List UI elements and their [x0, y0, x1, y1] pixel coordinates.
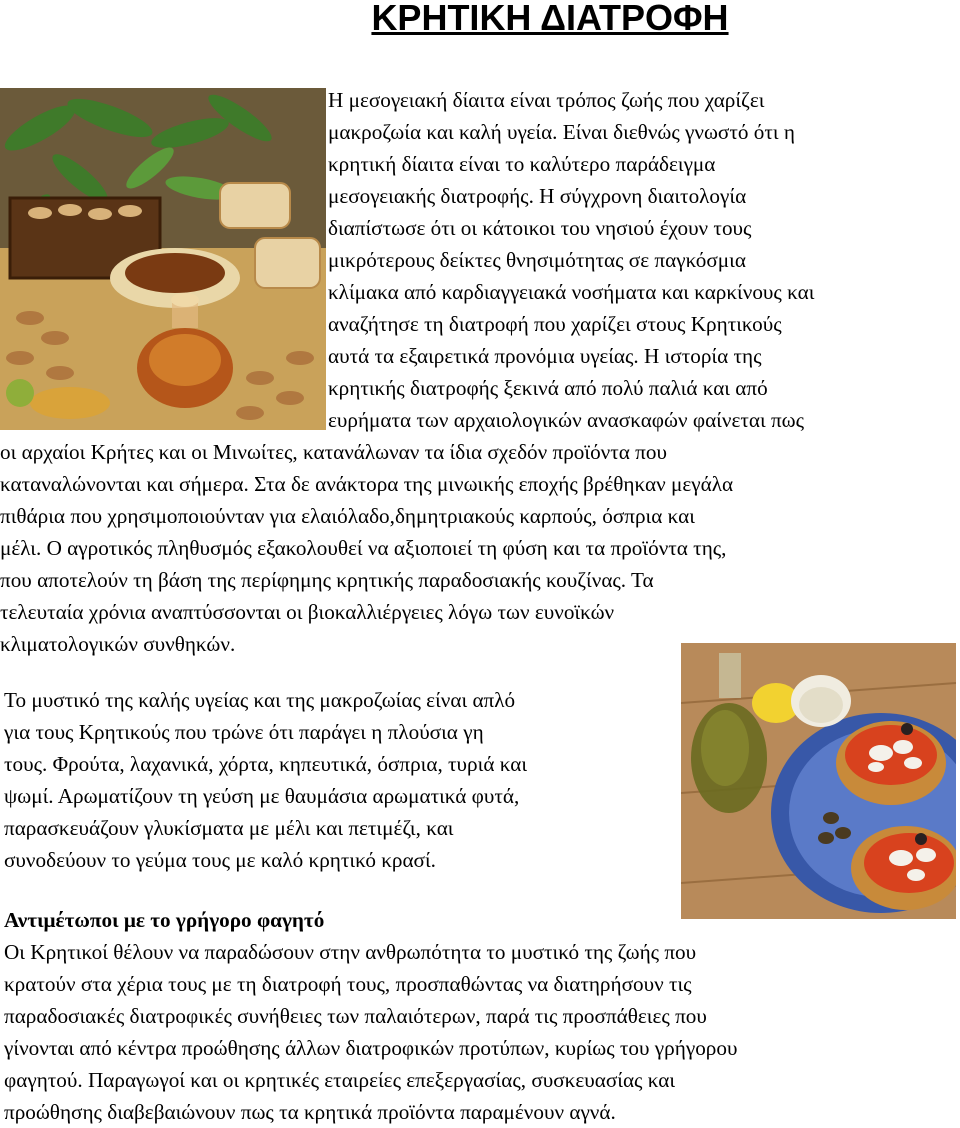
text-line: τελευταία χρόνια αναπτύσσονται οι βιοκαλλιέργειες λόγω των ευνοϊκών	[0, 600, 615, 624]
text-line: διαπίστωσε ότι οι κάτοικοι του νησιού έχουν τους	[328, 216, 752, 240]
text-line: για τους Κρητικούς που τρώνε ότι παράγει η πλούσια γη	[4, 720, 484, 744]
text-line: γίνονται από κέντρα προώθησης άλλων διατροφικών προτύπων, κυρίως του γρήγορου	[4, 1036, 738, 1060]
text-line: Οι Κρητικοί θέλουν να παραδώσουν στην ανθρωπότητα το μυστικό της ζωής που	[4, 940, 697, 964]
text-line: που αποτελούν τη βάση της περίφημης κρητικής παραδοσιακής κουζίνας. Τα	[0, 568, 654, 592]
text-line: παραδοσιακές διατροφικές συνήθειες των παλαιότερων, παρά τις προσπάθειες που	[4, 1004, 707, 1028]
text-line: συνοδεύουν το γεύμα τους με καλό κρητικό κρασί.	[4, 848, 436, 872]
text-line: ευρήματα των αρχαιολογικών ανασκαφών φαίνεται πως	[328, 408, 804, 432]
secret-paragraph	[4, 684, 684, 876]
dakos-oliveoil-photo	[681, 643, 956, 919]
text-line: αναζήτησε τη διατροφή που χαρίζει στους Κρητικούς	[328, 312, 782, 336]
text-line: μεσογειακής διατροφής. Η σύγχρονη διαιτολογία	[328, 184, 747, 208]
fastfood-section	[4, 904, 960, 1128]
text-line: καταναλώνονται και σήμερα. Στα δε ανάκτορα της μινωικής εποχής βρέθηκαν μεγάλα	[0, 472, 734, 496]
text-line: κλιματολογικών συνθηκών.	[0, 632, 236, 656]
text-line: κλίμακα από καρδιαγγειακά νοσήματα και καρκίνους και	[328, 280, 815, 304]
text-line: κρητική δίαιτα είναι το καλύτερο παράδειγμα	[328, 152, 716, 176]
text-line: αυτά τα εξαιρετικά προνόμια υγείας. Η ιστορία της	[328, 344, 762, 368]
text-line: φαγητού. Παραγωγοί και οι κρητικές εταιρείες επεξεργασίας, συσκευασίας και	[4, 1068, 676, 1092]
section-heading: Αντιμέτωποι με το γρήγορο φαγητό	[4, 908, 325, 932]
text-line: ψωμί. Αρωματίζουν τη γεύση με θαυμάσια αρωματικά φυτά,	[4, 784, 520, 808]
text-line: μικρότερους δείκτες θνησιμότητας σε παγκόσμια	[328, 248, 746, 272]
text-line: Η μεσογειακή δίαιτα είναι τρόπος ζωής που χαρίζει	[328, 88, 765, 112]
text-line: μέλι. Ο αγροτικός πληθυσμός εξακολουθεί να αξιοποιεί τη φύση και τα προϊόντα της,	[0, 536, 727, 560]
text-line: πιθάρια που χρησιμοποιούνταν για ελαιόλαδο,δημητριακούς καρπούς, όσπρια και	[0, 504, 695, 528]
intro-paragraph	[0, 84, 960, 660]
text-line: προώθησης διαβεβαιώνουν πως τα κρητικά προϊόντα παραμένουν αγνά.	[4, 1100, 616, 1124]
text-line: Το μυστικό της καλής υγείας και της μακροζωίας είναι απλό	[4, 688, 516, 712]
page-title: ΚΡΗΤΙΚΗ ΔΙΑΤΡΟΦΗ	[371, 0, 729, 38]
text-line: οι αρχαίοι Κρήτες και οι Μινωίτες, κατανάλωναν τα ίδια σχεδόν προϊόντα που	[0, 440, 667, 464]
text-line: μακροζωία και καλή υγεία. Είναι διεθνώς γνωστό ότι η	[328, 120, 795, 144]
text-line: κρητικής διατροφής ξεκινά από πολύ παλιά και από	[328, 376, 768, 400]
text-line: παρασκευάζουν γλυκίσματα με μέλι και πετιμέζι, και	[4, 816, 454, 840]
text-line: κρατούν στα χέρια τους με τη διατροφή τους, προσπαθώντας να διατηρήσουν τις	[4, 972, 692, 996]
text-line: τους. Φρούτα, λαχανικά, χόρτα, κηπευτικά, όσπρια, τυριά και	[4, 752, 528, 776]
